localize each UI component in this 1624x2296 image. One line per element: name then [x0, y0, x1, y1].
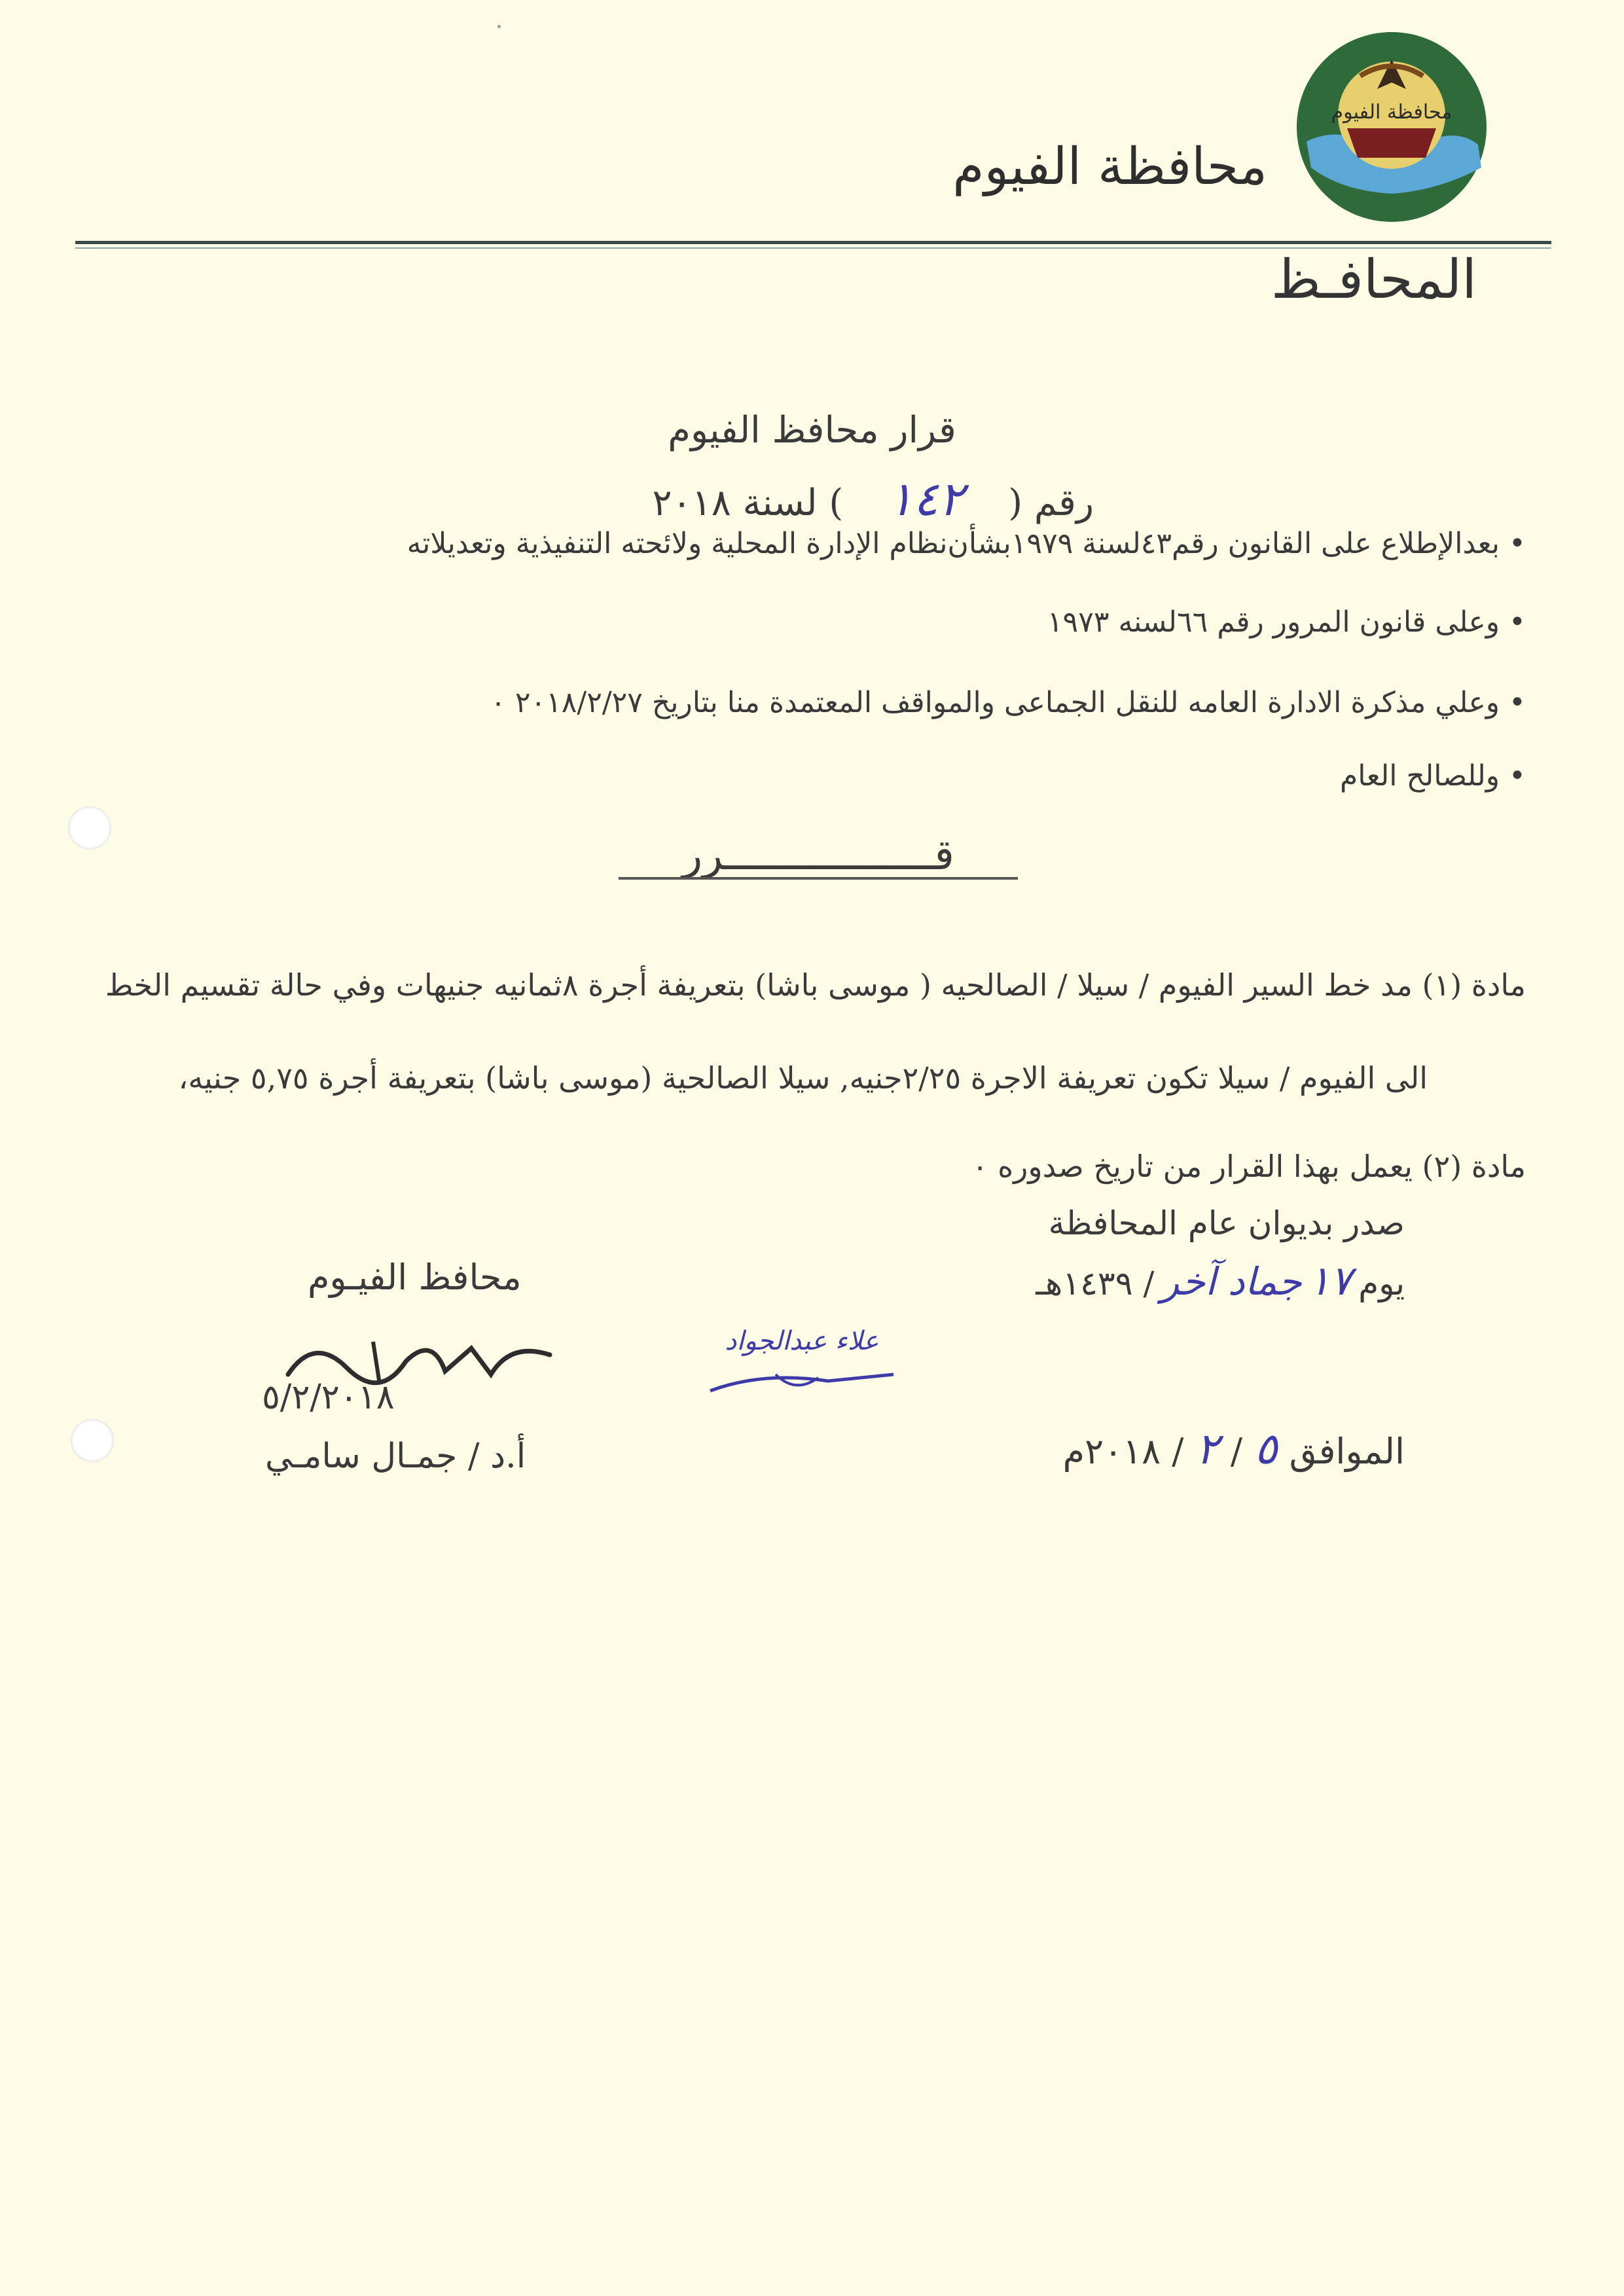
gregorian-prefix: الموافق	[1289, 1431, 1405, 1472]
governorate-name: محافظة الفيوم	[952, 137, 1267, 196]
governorate-logo	[1295, 30, 1489, 224]
hijri-date	[1036, 1257, 1405, 1304]
decision-title: قرار محافظ الفيوم	[668, 409, 956, 452]
gregorian-year: / ٢٠١٨م	[1062, 1431, 1184, 1472]
article-1-line-2: الى الفيوم / سيلا تكون تعريفة الاجرة ٢/٢٥جنيه, سيلا الصالحية (موسى باشا) بتعريفة أجرة ٥,٧٥ جنيه،	[178, 1060, 1428, 1096]
hijri-month: جماد آخر	[1161, 1259, 1302, 1304]
gregorian-day: ٥	[1254, 1424, 1278, 1474]
punch-hole	[71, 1419, 114, 1462]
scan-speck	[497, 25, 501, 28]
recital-item: • وللصالح العام	[1339, 759, 1526, 793]
governor-name: أ.د / جمـال سامـي	[265, 1437, 526, 1476]
gregorian-date: الموافق ٥ / ٢ / ٢٠١٨م	[1062, 1424, 1405, 1474]
decision-number: ١٤٢	[888, 471, 964, 526]
issued-at: صدر بديوان عام المحافظة	[1048, 1204, 1405, 1242]
article-2: مادة (٢) يعمل بهذا القرار من تاريخ صدوره ٠	[971, 1149, 1526, 1184]
decided-heading: قـــــــــــــــــرر	[682, 831, 954, 880]
governor-sign-date: ٥/٢/٢٠١٨	[262, 1378, 395, 1417]
office-title: المحافـظ	[1271, 249, 1477, 311]
hijri-prefix: يوم	[1358, 1265, 1405, 1302]
decision-number-prefix: رقم (	[1008, 482, 1094, 524]
logo-text: محافظة الفيوم	[1331, 101, 1453, 124]
hijri-year: / ١٤٣٩هـ	[1036, 1265, 1155, 1302]
header-divider	[75, 241, 1551, 244]
gregorian-month: ٢	[1195, 1424, 1219, 1474]
clerk-signature-icon	[704, 1309, 900, 1407]
decision-number-line	[653, 471, 1094, 526]
decided-underline	[619, 877, 1018, 880]
governor-label: محافظ الفيـوم	[308, 1257, 522, 1298]
recital-item: • وعلى قانون المرور رقم ٦٦لسنه ١٩٧٣	[1047, 605, 1526, 639]
recital-item: • وعلي مذكرة الادارة العامه للنقل الجماعى والمواقف المعتمدة منا بتاريخ ٢٠١٨/٢/٢٧ ٠	[490, 686, 1526, 719]
clerk-signature-text: علاء عبدالجواد	[725, 1326, 879, 1356]
recital-item: • بعدالإطلاع على القانون رقم٤٣لسنة ١٩٧٩بشأن‌نظام الإدارة المحلية ولائحته التنفيذية وتعديلاته	[406, 527, 1526, 560]
punch-hole	[68, 806, 111, 850]
article-1-line-1: مادة (١) مد خط السير الفيوم / سيلا / الصالحيه ( موسى باشا) بتعريفة أجرة ٨ثمانيه جنيهات وفي حالة تقسيم الخط	[105, 967, 1526, 1003]
decision-number-suffix: ) لسنة ٢٠١٨	[652, 482, 844, 524]
hijri-day: ١٧	[1308, 1257, 1352, 1304]
